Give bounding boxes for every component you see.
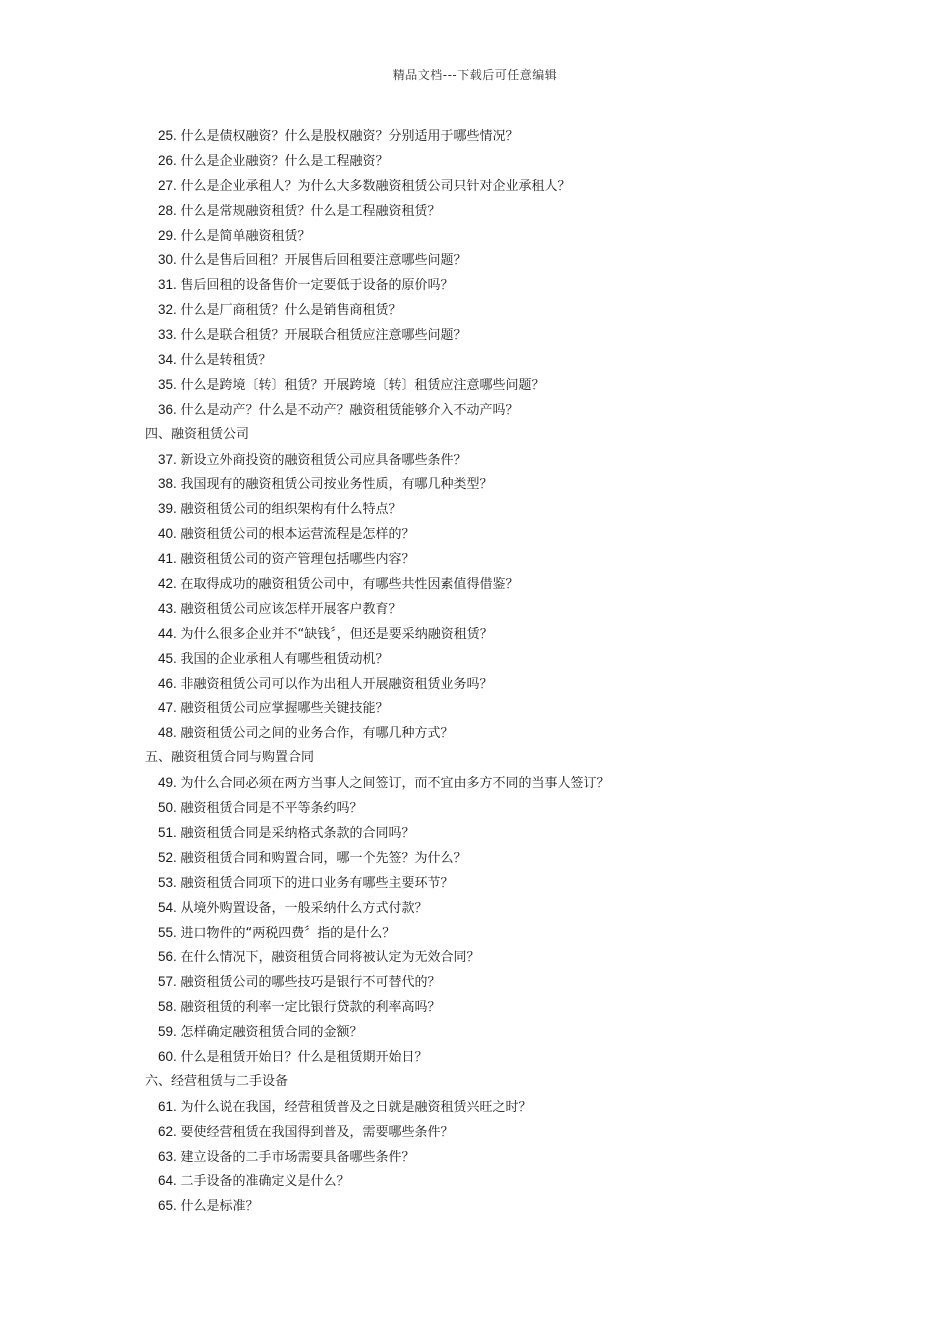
question-number: 46. xyxy=(158,675,177,691)
question-number: 25. xyxy=(158,128,177,143)
question-text: 融资租赁公司应掌握哪些关键技能？ xyxy=(180,701,389,717)
question-text: 怎样确定融资租赁合同的金额？ xyxy=(180,1025,363,1041)
question-item xyxy=(0,970,950,995)
question-item xyxy=(0,398,950,423)
question-item xyxy=(0,199,950,224)
question-item xyxy=(0,945,950,970)
question-text: 售后回租的设备售价一定要低于设备的原价吗？ xyxy=(180,278,454,294)
question-text: 要使经营租赁在我国得到普及，需要哪些条件？ xyxy=(180,1124,454,1140)
question-text: 融资租赁的利率一定比银行贷款的利率高吗？ xyxy=(180,1000,441,1016)
question-item xyxy=(0,1194,950,1219)
question-number: 61. xyxy=(158,1098,177,1114)
question-number: 44. xyxy=(158,625,177,641)
question-item xyxy=(0,124,950,149)
question-item xyxy=(0,995,950,1020)
question-text: 什么是标准？ xyxy=(180,1199,259,1215)
question-number: 36. xyxy=(158,401,177,417)
question-item xyxy=(0,1120,950,1145)
question-item xyxy=(0,1045,950,1070)
question-text: 融资租赁公司的资产管理包括哪些内容？ xyxy=(180,552,415,568)
question-text: 什么是转租赁？ xyxy=(180,353,272,369)
question-number: 43. xyxy=(158,600,177,616)
question-item xyxy=(0,273,950,298)
question-number: 42. xyxy=(158,576,177,592)
question-text: 什么是企业承租人？为什么大多数融资租赁公司只针对企业承租人？ xyxy=(180,178,571,194)
question-number: 52. xyxy=(158,849,177,865)
question-item xyxy=(0,921,950,946)
question-number: 59. xyxy=(158,1024,177,1040)
question-text: 在什么情况下，融资租赁合同将被认定为无效合同？ xyxy=(180,950,480,966)
question-text: 什么是企业融资？什么是工程融资？ xyxy=(180,153,389,169)
question-item xyxy=(0,622,950,647)
question-number: 27. xyxy=(158,177,177,193)
page-header: 精品文档---下载后可任意编辑 xyxy=(392,68,558,82)
question-number: 47. xyxy=(158,700,177,716)
question-item xyxy=(0,796,950,821)
question-text: 什么是联合租赁？开展联合租赁应注意哪些问题？ xyxy=(180,328,467,344)
question-number: 63. xyxy=(158,1148,177,1164)
question-number: 57. xyxy=(158,974,177,990)
document-body xyxy=(0,124,950,1219)
question-text: 为什么很多企业并不“缺钱〞，但还是要采纳融资租赁？ xyxy=(180,626,493,642)
question-text: 从境外购置设备，一般采纳什么方式付款？ xyxy=(180,900,428,916)
question-item xyxy=(0,149,950,174)
question-item xyxy=(0,846,950,871)
question-text: 什么是简单融资租赁？ xyxy=(180,228,311,244)
question-number: 51. xyxy=(158,824,177,840)
question-number: 38. xyxy=(158,476,177,492)
question-number: 64. xyxy=(158,1173,177,1189)
question-item xyxy=(0,472,950,497)
question-number: 39. xyxy=(158,501,177,517)
question-text: 融资租赁公司之间的业务合作，有哪几种方式？ xyxy=(180,726,454,742)
question-item xyxy=(0,248,950,273)
question-item xyxy=(0,448,950,473)
question-number: 55. xyxy=(158,924,177,940)
question-item xyxy=(0,721,950,746)
question-number: 58. xyxy=(158,999,177,1015)
question-text: 什么是动产？什么是不动产？融资租赁能够介入不动产吗？ xyxy=(180,402,519,418)
question-item xyxy=(0,1169,950,1194)
section-heading: 四、融资租赁公司 xyxy=(145,426,250,442)
question-item xyxy=(0,522,950,547)
question-text: 非融资租赁公司可以作为出租人开展融资租赁业务吗？ xyxy=(180,676,493,692)
question-text: 融资租赁公司应该怎样开展客户教育？ xyxy=(180,601,402,617)
question-number: 49. xyxy=(158,775,177,791)
question-number: 50. xyxy=(158,800,177,816)
question-number: 30. xyxy=(158,252,177,268)
question-number: 35. xyxy=(158,376,177,392)
question-number: 60. xyxy=(158,1048,177,1064)
question-item xyxy=(0,497,950,522)
question-item xyxy=(0,174,950,199)
question-text: 我国现有的融资租赁公司按业务性质，有哪几种类型？ xyxy=(180,477,493,493)
question-number: 53. xyxy=(158,874,177,890)
question-number: 32. xyxy=(158,302,177,318)
question-item xyxy=(0,597,950,622)
question-item xyxy=(0,1095,950,1120)
question-item xyxy=(0,1145,950,1170)
question-text: 融资租赁公司的组织架构有什么特点？ xyxy=(180,502,402,518)
question-text: 什么是常规融资租赁？什么是工程融资租赁？ xyxy=(180,203,441,219)
question-item xyxy=(0,647,950,672)
question-text: 为什么说在我国，经营租赁普及之日就是融资租赁兴旺之时？ xyxy=(180,1099,532,1115)
question-text: 为什么合同必须在两方当事人之间签订，而不宜由多方不同的当事人签订？ xyxy=(180,776,610,792)
question-item xyxy=(0,298,950,323)
question-item xyxy=(0,373,950,398)
question-text: 什么是债权融资？什么是股权融资？分别适用于哪些情况？ xyxy=(180,129,519,144)
section-heading: 五、融资租赁合同与购置合同 xyxy=(145,750,315,766)
question-item xyxy=(0,348,950,373)
question-text: 什么是厂商租赁？什么是销售商租赁？ xyxy=(180,303,402,319)
question-number: 26. xyxy=(158,152,177,168)
question-item xyxy=(0,771,950,796)
question-text: 进口物件的“两税四费〞指的是什么？ xyxy=(180,925,396,941)
question-item xyxy=(0,672,950,697)
question-item xyxy=(0,572,950,597)
question-number: 33. xyxy=(158,327,177,343)
question-number: 29. xyxy=(158,227,177,243)
question-item xyxy=(0,323,950,348)
question-text: 什么是售后回租？开展售后回租要注意哪些问题？ xyxy=(180,253,467,269)
question-number: 45. xyxy=(158,650,177,666)
question-number: 28. xyxy=(158,202,177,218)
question-number: 54. xyxy=(158,899,177,915)
question-text: 融资租赁合同是采纳格式条款的合同吗？ xyxy=(180,825,415,841)
question-number: 40. xyxy=(158,526,177,542)
question-text: 建立设备的二手市场需要具备哪些条件？ xyxy=(180,1149,415,1165)
question-number: 34. xyxy=(158,352,177,368)
question-text: 什么是跨境〔转〕租赁？开展跨境〔转〕租赁应注意哪些问题？ xyxy=(180,377,545,393)
question-item xyxy=(0,1020,950,1045)
question-number: 56. xyxy=(158,949,177,965)
question-text: 什么是租赁开始日？什么是租赁期开始日？ xyxy=(180,1049,428,1065)
question-text: 融资租赁合同和购置合同，哪一个先签？为什么？ xyxy=(180,850,467,866)
question-number: 41. xyxy=(158,551,177,567)
question-item xyxy=(0,696,950,721)
question-text: 二手设备的准确定义是什么？ xyxy=(180,1174,350,1190)
question-text: 融资租赁公司的根本运营流程是怎样的？ xyxy=(180,527,415,543)
question-text: 我国的企业承租人有哪些租赁动机？ xyxy=(180,651,389,667)
question-text: 新设立外商投资的融资租赁公司应具备哪些条件？ xyxy=(180,452,467,468)
question-number: 65. xyxy=(158,1198,177,1214)
question-item xyxy=(0,547,950,572)
question-text: 融资租赁公司的哪些技巧是银行不可替代的？ xyxy=(180,975,441,991)
question-item xyxy=(0,224,950,249)
question-number: 62. xyxy=(158,1123,177,1139)
question-number: 31. xyxy=(158,277,177,293)
question-item xyxy=(0,821,950,846)
question-item xyxy=(0,896,950,921)
question-number: 48. xyxy=(158,725,177,741)
question-text: 在取得成功的融资租赁公司中，有哪些共性因素值得借鉴？ xyxy=(180,577,519,593)
question-text: 融资租赁合同项下的进口业务有哪些主要环节？ xyxy=(180,875,454,891)
question-text: 融资租赁合同是不平等条约吗？ xyxy=(180,801,363,817)
section-heading: 六、经营租赁与二手设备 xyxy=(145,1073,289,1089)
question-item xyxy=(0,871,950,896)
question-number: 37. xyxy=(158,451,177,467)
